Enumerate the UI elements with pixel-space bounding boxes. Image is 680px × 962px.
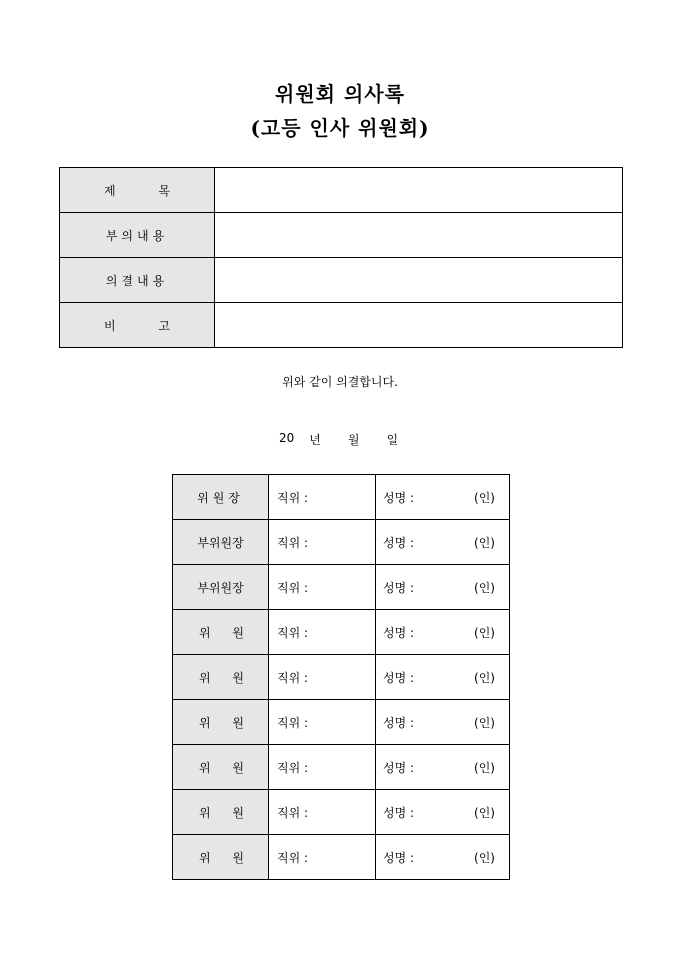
agenda-label: 부의내용 [60, 213, 215, 258]
position-field[interactable]: 직위 : [269, 655, 376, 700]
seal-mark: (인) [474, 490, 495, 505]
role-label: 위 원 [173, 790, 269, 835]
signature-row [173, 700, 510, 745]
name-field[interactable]: 성명 : (인) [376, 520, 510, 565]
signature-row [173, 790, 510, 835]
resolution-value[interactable] [215, 258, 623, 303]
remarks-label: 비 고 [60, 303, 215, 348]
position-field[interactable]: 직위 : [269, 610, 376, 655]
name-field[interactable]: 성명 : (인) [376, 745, 510, 790]
position-field[interactable]: 직위 : [269, 565, 376, 610]
seal-mark: (인) [474, 535, 495, 550]
signature-row [173, 565, 510, 610]
resolution-label: 의결내용 [60, 258, 215, 303]
position-field[interactable]: 직위 : [269, 475, 376, 520]
document-subtitle: (고등 인사 위원회) [250, 116, 430, 140]
date-day-unit: 일 [386, 433, 399, 447]
role-label: 위 원 [173, 745, 269, 790]
role-label: 위원장 [173, 475, 269, 520]
position-field[interactable]: 직위 : [269, 700, 376, 745]
confirmation-text: 위와 같이 의결합니다. [282, 375, 398, 389]
remarks-value[interactable] [215, 303, 623, 348]
role-label: 부위원장 [173, 565, 269, 610]
seal-mark: (인) [474, 760, 495, 775]
position-field[interactable]: 직위 : [269, 835, 376, 880]
role-label: 위 원 [173, 835, 269, 880]
role-label: 부위원장 [173, 520, 269, 565]
info-row-subject [60, 168, 623, 213]
name-field[interactable]: 성명 : (인) [376, 655, 510, 700]
name-field[interactable]: 성명 : (인) [376, 790, 510, 835]
role-label: 위 원 [173, 700, 269, 745]
name-field[interactable]: 성명 : (인) [376, 700, 510, 745]
seal-mark: (인) [474, 580, 495, 595]
agenda-value[interactable] [215, 213, 623, 258]
seal-mark: (인) [474, 805, 495, 820]
name-field[interactable]: 성명 : (인) [376, 475, 510, 520]
signature-row [173, 520, 510, 565]
role-label: 위 원 [173, 655, 269, 700]
seal-mark: (인) [474, 625, 495, 640]
info-row-agenda [60, 213, 623, 258]
signature-row [173, 475, 510, 520]
seal-mark: (인) [474, 850, 495, 865]
name-field[interactable]: 성명 : (인) [376, 610, 510, 655]
position-field[interactable]: 직위 : [269, 520, 376, 565]
date-month-unit: 월 [347, 433, 360, 447]
signature-row [173, 655, 510, 700]
position-field[interactable]: 직위 : [269, 790, 376, 835]
seal-mark: (인) [474, 670, 495, 685]
document-title: 위원회 의사록 [275, 82, 405, 106]
subject-label: 제 목 [60, 168, 215, 213]
date-year-unit: 년 [309, 433, 321, 447]
name-field[interactable]: 성명 : (인) [376, 835, 510, 880]
info-table [59, 167, 623, 348]
signature-row [173, 835, 510, 880]
date-line [279, 431, 398, 448]
date-year-prefix: 20 [279, 431, 295, 445]
role-label: 위 원 [173, 610, 269, 655]
signature-row [173, 610, 510, 655]
position-field[interactable]: 직위 : [269, 745, 376, 790]
signature-table [172, 474, 510, 880]
info-row-resolution [60, 258, 623, 303]
signature-row [173, 745, 510, 790]
seal-mark: (인) [474, 715, 495, 730]
name-field[interactable]: 성명 : (인) [376, 565, 510, 610]
info-row-remarks [60, 303, 623, 348]
subject-value[interactable] [215, 168, 623, 213]
